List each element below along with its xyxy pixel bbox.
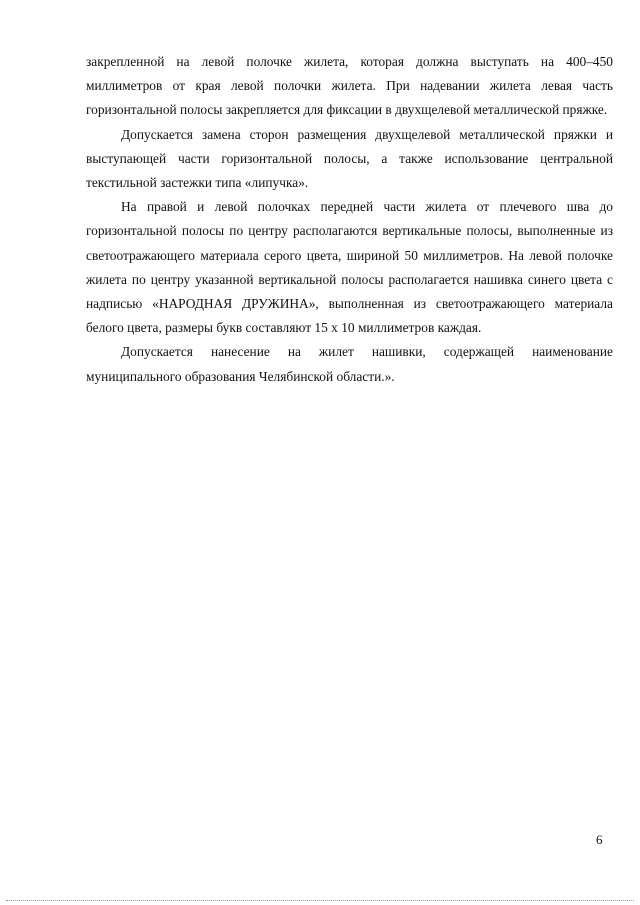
paragraph-municipal-patch: Допускается нанесение на жилет нашивки, содержащей наименование муниципального образования Челябинской области.». xyxy=(86,344,613,384)
paragraph-vertical-stripes: На правой и левой полочках передней части жилета от плечевого шва до горизонтальной полосы по центру располагаются вертикальные полосы, выполненные из светоотражающего материала серого цвета, шириной 50 миллиметров. На левой полочке жилета по центру указанной вертикальной полосы располагается нашивка синего цвета с надписью «НАРОДНАЯ ДРУЖИНА», выполненная из светоотражающего материала белого цвета, размеры букв составляют 15 x 10 миллиметров каждая. xyxy=(86,199,613,336)
paragraph-buckle-replacement: Допускается замена сторон размещения двухщелевой металлической пряжки и выступающей части горизонтальной полосы, а также использование центральной текстильной застежки типа «липучка». xyxy=(86,126,613,191)
scan-edge-line xyxy=(6,900,634,901)
paragraph-continuation: закрепленной на левой полочке жилета, которая должна выступать на 400–450 миллиметров от края левой полочки жилета. При надевании жилета левая часть горизонтальной полосы закрепляется для фиксации в двухщелевой металлической пряжке. xyxy=(86,54,613,118)
page-number: 6 xyxy=(596,832,603,847)
body-text xyxy=(86,50,613,389)
